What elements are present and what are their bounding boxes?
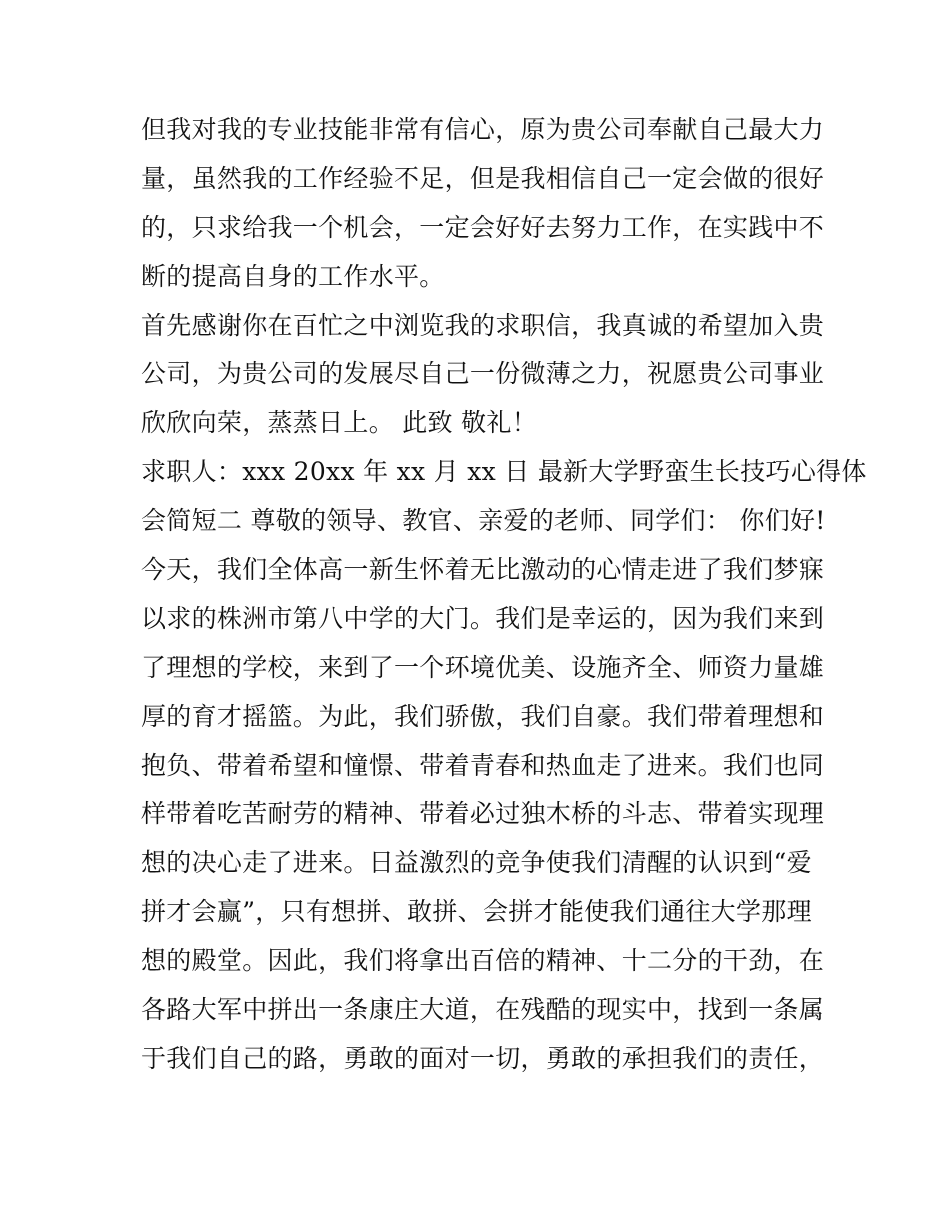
text-line: 欣欣向荣，蒸蒸日上。 此致 敬礼！ [141,408,537,438]
text-line: 了理想的学校，来到了一个环境优美、设施齐全、师资力量雄 [141,652,825,682]
text-line: 断的提高自身的工作水平。 [141,261,445,291]
text-line: 抱负、带着希望和憧憬、带着青春和热血走了进来。我们也同 [141,750,825,780]
body-text [141,106,867,1084]
text-line: 样带着吃苦耐劳的精神、带着必过独木桥的斗志、带着实现理 [141,799,825,829]
text-line: 各路大军中拼出一条康庄大道，在残酷的现实中，找到一条属 [141,995,825,1025]
text-line: 厚的育才摇篮。为此，我们骄傲，我们自豪。我们带着理想和 [141,701,825,731]
text-line: 量，虽然我的工作经验不足，但是我相信自己一定会做的很好 [141,163,825,193]
text-line: 的，只求给我一个机会，一定会好好去努力工作，在实践中不 [141,212,825,242]
text-line: 以求的株洲市第八中学的大门。我们是幸运的，因为我们来到 [141,603,825,633]
text-line: 想的殿堂。因此，我们将拿出百倍的精神、十二分的干劲，在 [141,946,825,976]
text-line: 拼才会赢”，只有想拼、敢拼、会拼才能使我们通往大学那理 [141,897,812,927]
text-line: 求职人：xxx 20xx 年 xx 月 xx 日 最新大学野蛮生长技巧心得体 [141,457,867,487]
text-line: 首先感谢你在百忙之中浏览我的求职信，我真诚的希望加入贵 [141,310,825,340]
text-line: 会简短二 尊敬的领导、教官、亲爱的老师、同学们： 你们好! [141,506,826,536]
text-line: 公司，为贵公司的发展尽自己一份微薄之力，祝愿贵公司事业 [141,359,825,389]
text-line: 但我对我的专业技能非常有信心，原为贵公司奉献自己最大力 [141,115,825,144]
text-line: 于我们自己的路，勇敢的面对一切，勇敢的承担我们的责任， [141,1043,825,1073]
text-line: 想的决心走了进来。日益激烈的竞争使我们清醒的认识到“爱 [141,848,812,878]
text-line: 今天，我们全体高一新生怀着无比激动的心情走进了我们梦寐 [141,555,825,585]
